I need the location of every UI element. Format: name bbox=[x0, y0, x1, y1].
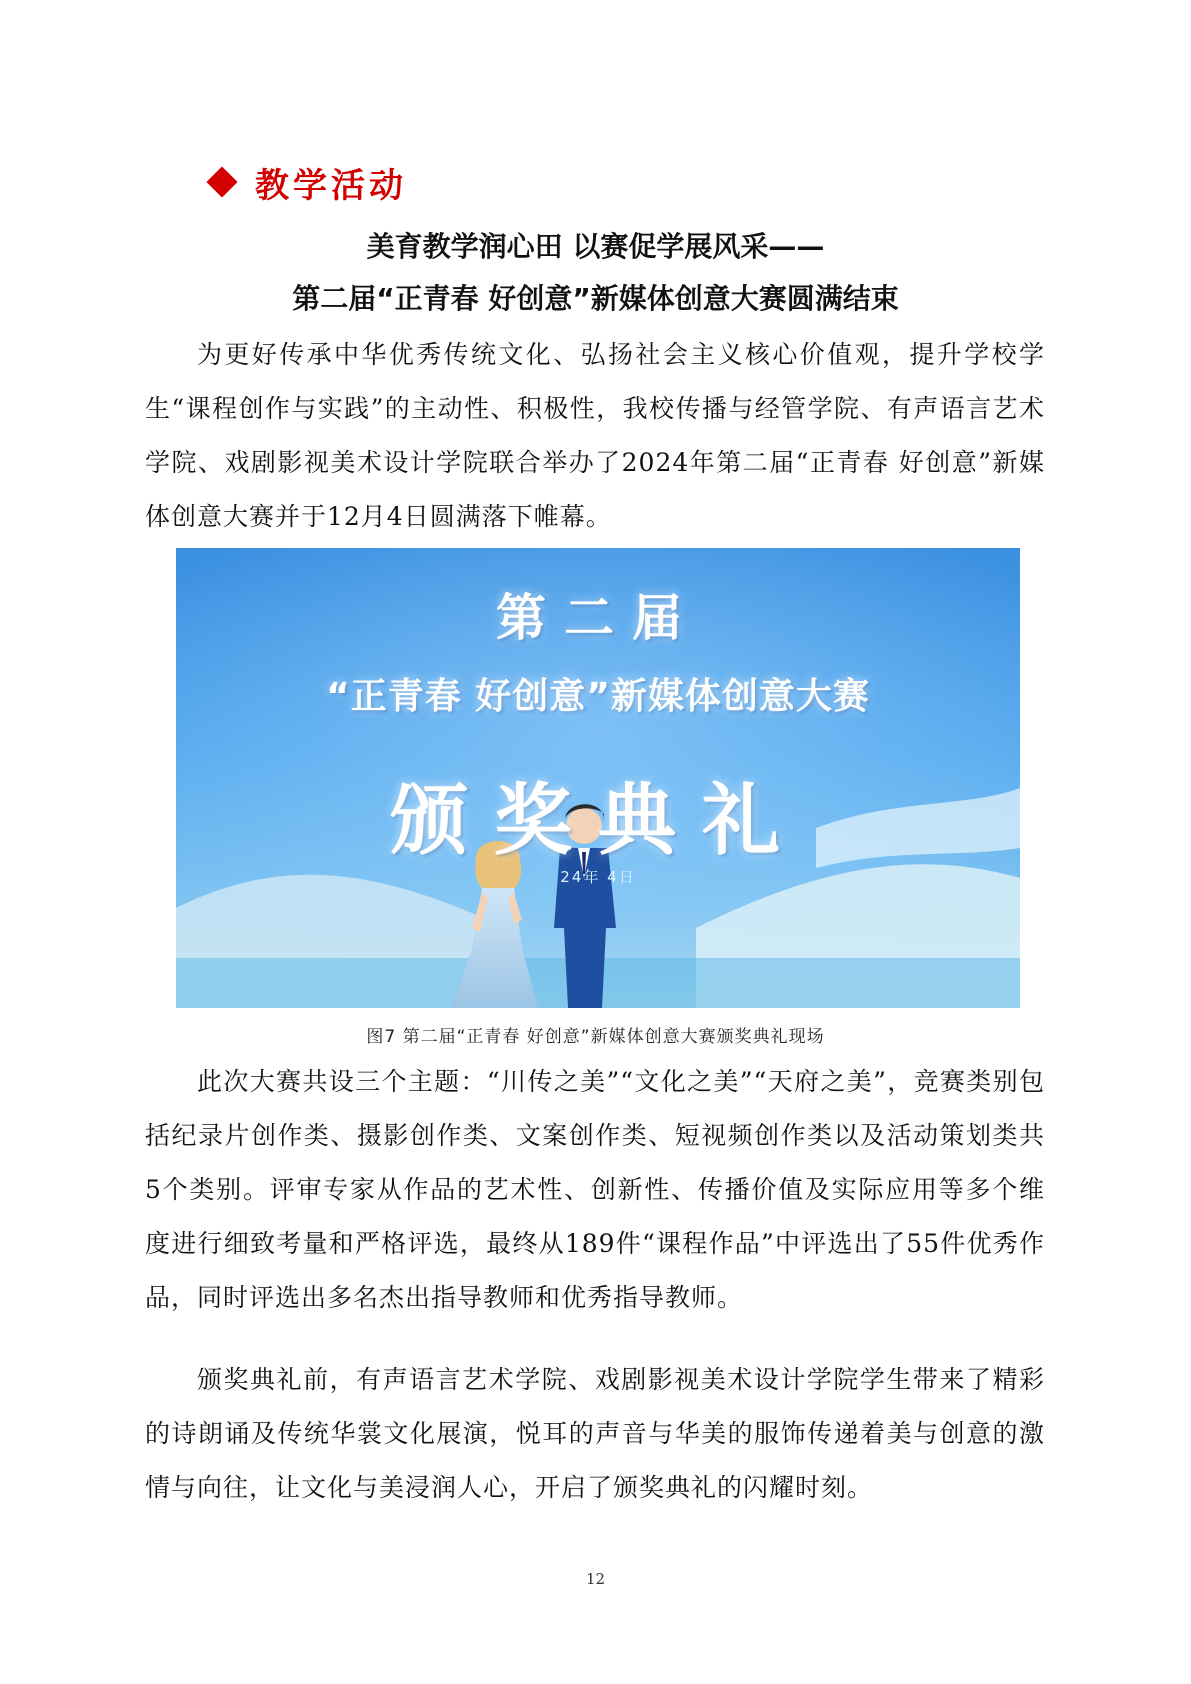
section-heading bbox=[205, 160, 407, 204]
banner-line3: 颁奖典礼 bbox=[389, 776, 806, 866]
paragraph-ceremony: 颁奖典礼前，有声语言艺术学院、戏剧影视美术设计学院学生带来了精彩的诗朗诵及传统华裳文化展演，悦耳的声音与华美的服饰传递着美与创意的激情与向往，让文化与美浸润人心，开启了颁奖典礼的闪耀时刻。 bbox=[145, 1365, 1045, 1502]
paragraph-intro: 为更好传承中华优秀传统文化、弘扬社会主义核心价值观，提升学校学生“课程创作与实践”的主动性、积极性，我校传播与经管学院、有声语言艺术学院、戏剧影视美术设计学院联合举办了2024年第二届“正青春 好创意”新媒体创意大赛并于12月4日圆满落下帷幕。 bbox=[145, 340, 1045, 531]
paragraph-themes: 此次大赛共设三个主题：“川传之美”“文化之美”“天府之美”，竞赛类别包括纪录片创作类、摄影创作类、文案创作类、短视频创作类以及活动策划类共5个类别。评审专家从作品的艺术性、创新性、传播价值及实际应用等多个维度进行细致考量和严格评选，最终从189件“课程作品”中评选出了55件优秀作品，同时评选出多名杰出指导教师和优秀指导教师。 bbox=[145, 1067, 1045, 1312]
article-title-line1: 美育教学润心田 以赛促学展风采—— bbox=[366, 230, 825, 263]
banner-line2: “正青春 好创意”新媒体创意大赛 bbox=[326, 676, 870, 717]
photo-caption: 图7 第二届“正青春 好创意”新媒体创意大赛颁奖典礼现场 bbox=[366, 1027, 825, 1047]
diamond-bullet-icon bbox=[206, 166, 237, 197]
banner-line1: 第二届 bbox=[496, 589, 700, 647]
ceremony-photo bbox=[176, 548, 1020, 1008]
banner-date: 24年 4日 bbox=[560, 868, 636, 886]
page-number: 12 bbox=[585, 1570, 606, 1588]
article-title-line2: 第二届“正青春 好创意”新媒体创意大赛圆满结束 bbox=[292, 282, 899, 315]
section-heading-text: 教学活动 bbox=[255, 165, 407, 206]
